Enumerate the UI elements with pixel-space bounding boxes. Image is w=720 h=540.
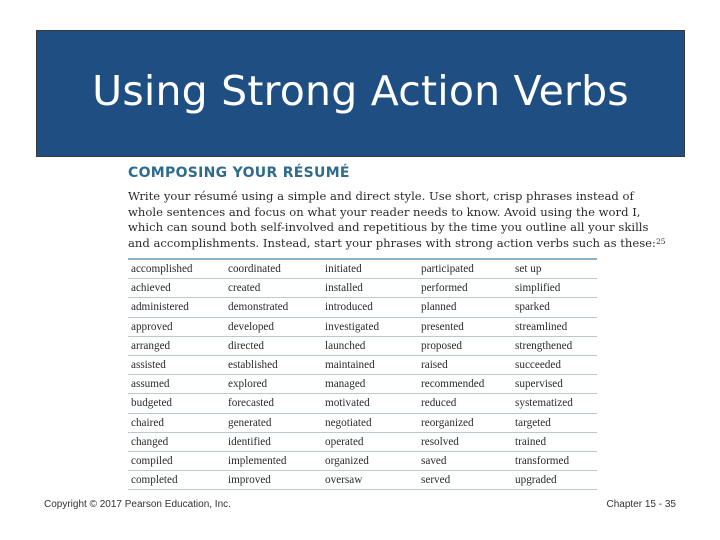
verb-cell: maintained bbox=[325, 359, 375, 372]
verb-cell: simplified bbox=[515, 282, 561, 295]
verb-cell: launched bbox=[325, 339, 366, 352]
table-row bbox=[128, 471, 597, 490]
verb-cell: presented bbox=[421, 320, 464, 333]
verb-cell: targeted bbox=[515, 416, 551, 429]
verb-cell: achieved bbox=[131, 282, 171, 295]
verb-cell: established bbox=[228, 359, 278, 372]
verb-cell: chaired bbox=[131, 416, 164, 429]
verb-cell: systematized bbox=[515, 397, 573, 410]
page-number: Chapter 15 - 35 bbox=[606, 499, 676, 510]
verb-cell: supervised bbox=[515, 378, 563, 391]
verb-cell: generated bbox=[228, 416, 272, 429]
table-row bbox=[128, 433, 597, 452]
verb-cell: developed bbox=[228, 320, 274, 333]
intro-line-last bbox=[128, 235, 666, 252]
intro-line: whole sentences and focus on what your reader needs to know. Avoid using the word I, bbox=[128, 204, 641, 219]
intro-line: Write your résumé using a simple and direct style. Use short, crisp phrases instead of bbox=[128, 189, 634, 203]
table-row bbox=[128, 414, 597, 433]
verb-cell: introduced bbox=[325, 301, 373, 314]
verb-cell: oversaw bbox=[325, 474, 363, 487]
verb-cell: negotiated bbox=[325, 416, 372, 429]
verb-cell: organized bbox=[325, 454, 369, 467]
verb-cell: set up bbox=[515, 263, 542, 276]
verb-cell: initiated bbox=[325, 263, 362, 276]
table-row bbox=[128, 337, 597, 356]
verb-cell: operated bbox=[325, 435, 364, 448]
verb-cell: raised bbox=[421, 359, 448, 372]
title-banner bbox=[36, 30, 685, 157]
verb-cell: changed bbox=[131, 435, 169, 448]
verb-cell: performed bbox=[421, 282, 468, 295]
verb-cell: reorganized bbox=[421, 416, 474, 429]
table-row bbox=[128, 356, 597, 375]
verb-cell: succeeded bbox=[515, 359, 561, 372]
verb-cell: proposed bbox=[421, 339, 463, 352]
verb-cell: assisted bbox=[131, 359, 166, 372]
action-verb-table bbox=[128, 258, 597, 490]
verb-cell: created bbox=[228, 282, 261, 295]
verb-cell: administered bbox=[131, 301, 189, 314]
verb-cell: budgeted bbox=[131, 397, 173, 410]
verb-cell: improved bbox=[228, 474, 271, 487]
verb-cell: reduced bbox=[421, 397, 457, 410]
verb-cell: planned bbox=[421, 301, 457, 314]
verb-cell: streamlined bbox=[515, 320, 568, 333]
verb-cell: demonstrated bbox=[228, 301, 289, 314]
table-row bbox=[128, 318, 597, 337]
verb-cell: approved bbox=[131, 320, 173, 333]
table-row bbox=[128, 279, 597, 298]
box-heading: COMPOSING YOUR RÉSUMÉ bbox=[128, 165, 350, 181]
verb-cell: managed bbox=[325, 378, 366, 391]
verb-cell: identified bbox=[228, 435, 271, 448]
verb-cell: sparked bbox=[515, 301, 550, 314]
intro-line-text: and accomplishments. Instead, start your phrases with strong action verbs such as these: bbox=[128, 235, 656, 250]
verb-cell: assumed bbox=[131, 378, 170, 391]
verb-cell: completed bbox=[131, 474, 178, 487]
verb-cell: motivated bbox=[325, 397, 370, 410]
verb-cell: resolved bbox=[421, 435, 459, 448]
table-row bbox=[128, 298, 597, 317]
verb-cell: served bbox=[421, 474, 451, 487]
slide-title: Using Strong Action Verbs bbox=[92, 66, 629, 115]
verb-cell: directed bbox=[228, 339, 265, 352]
verb-cell: explored bbox=[228, 378, 268, 391]
table-row bbox=[128, 375, 597, 394]
verb-cell: transformed bbox=[515, 454, 570, 467]
verb-cell: accomplished bbox=[131, 263, 193, 276]
verb-cell: coordinated bbox=[228, 263, 281, 276]
verb-cell: upgraded bbox=[515, 474, 557, 487]
intro-line: which can sound both self-involved and repetitious by the time you outline all your skills bbox=[128, 220, 649, 235]
verb-cell: recommended bbox=[421, 378, 485, 391]
footnote-ref: 25 bbox=[655, 236, 666, 246]
verb-cell: trained bbox=[515, 435, 547, 448]
table-row bbox=[128, 452, 597, 471]
verb-cell: arranged bbox=[131, 339, 171, 352]
verb-cell: installed bbox=[325, 282, 363, 295]
verb-cell: saved bbox=[421, 454, 447, 467]
verb-cell: strengthened bbox=[515, 339, 573, 352]
table-row bbox=[128, 260, 597, 279]
verb-cell: compiled bbox=[131, 454, 173, 467]
verb-cell: participated bbox=[421, 263, 474, 276]
verb-cell: investigated bbox=[325, 320, 380, 333]
copyright-footer: Copyright © 2017 Pearson Education, Inc. bbox=[44, 499, 231, 510]
verb-cell: implemented bbox=[228, 454, 287, 467]
verb-cell: forecasted bbox=[228, 397, 274, 410]
intro-paragraph bbox=[128, 189, 666, 251]
table-row bbox=[128, 394, 597, 413]
